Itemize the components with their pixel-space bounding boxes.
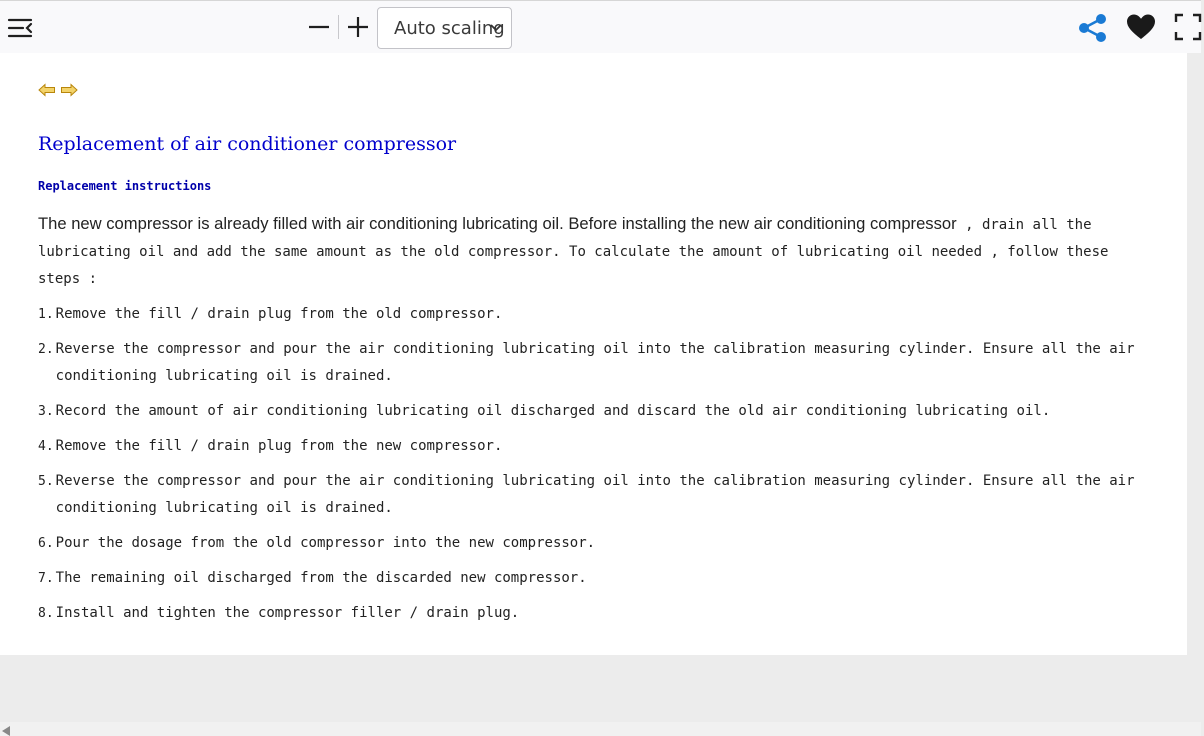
list-item <box>38 468 1138 522</box>
step-text: Remove the fill / drain plug from the new compressor. <box>55 438 503 454</box>
list-item <box>38 433 1138 460</box>
list-item <box>38 301 1138 328</box>
share-icon <box>1078 13 1108 43</box>
page-nav-arrows <box>38 83 78 97</box>
step-number: 2. <box>38 342 54 357</box>
step-number: 4. <box>38 439 54 454</box>
list-item <box>38 530 1138 557</box>
scroll-left-arrow-icon[interactable] <box>2 726 10 736</box>
step-number: 3. <box>38 404 54 419</box>
heart-icon <box>1126 13 1156 41</box>
sidebar-toggle-icon <box>7 17 33 39</box>
list-item <box>38 600 1138 627</box>
zoom-in-button[interactable] <box>342 12 374 42</box>
zoom-scale-select[interactable] <box>377 7 512 49</box>
step-number: 1. <box>38 307 54 322</box>
step-text: Install and tighten the compressor filler / drain plug. <box>55 605 520 621</box>
list-item <box>38 336 1138 390</box>
intro-paragraph <box>38 210 1138 293</box>
minus-icon <box>308 16 330 38</box>
toolbar <box>0 0 1201 53</box>
zoom-scale-value: Auto scaling <box>394 17 505 39</box>
document-subtitle: Replacement instructions <box>38 179 212 193</box>
share-button[interactable] <box>1076 11 1110 45</box>
vertical-scrollbar[interactable] <box>1187 53 1201 722</box>
back-arrow-icon[interactable] <box>38 83 56 97</box>
step-text: The remaining oil discharged from the discarded new compressor. <box>55 570 587 586</box>
step-number: 8. <box>38 606 54 621</box>
step-number: 7. <box>38 571 54 586</box>
step-number: 5. <box>38 474 54 489</box>
step-text: Reverse the compressor and pour the air conditioning lubricating oil into the calibration measuring cylinder. Ensure all the air conditioning lubricating oil is drained. <box>55 473 1135 516</box>
favorite-button[interactable] <box>1124 10 1158 44</box>
fullscreen-button[interactable] <box>1172 11 1204 43</box>
zoom-out-button[interactable] <box>304 12 334 42</box>
step-text: Reverse the compressor and pour the air conditioning lubricating oil into the calibration measuring cylinder. Ensure all the air conditioning lubricating oil is drained. <box>55 341 1135 384</box>
chevron-down-icon <box>489 21 503 35</box>
step-number: 6. <box>38 536 54 551</box>
step-text: Pour the dosage from the old compressor into the new compressor. <box>55 535 596 551</box>
intro-rest: , drain all the lubricating oil and add the same amount as the old compressor. To calculate the amount of lubricating oil needed , follow these steps : <box>38 217 1109 287</box>
horizontal-scrollbar[interactable] <box>0 722 1201 736</box>
forward-arrow-icon[interactable] <box>60 83 78 97</box>
plus-icon <box>347 16 369 38</box>
steps-list <box>38 301 1138 635</box>
step-text: Record the amount of air conditioning lubricating oil discharged and discard the old air conditioning lubricating oil. <box>55 403 1051 419</box>
intro-lead: The new compressor is already filled with air conditioning lubricating oil. Before installing the new air conditioning compressor <box>38 214 957 233</box>
document-page <box>0 53 1187 655</box>
step-text: Remove the fill / drain plug from the old compressor. <box>55 306 503 322</box>
sidebar-toggle-button[interactable] <box>4 13 36 43</box>
document-title: Replacement of air conditioner compressor <box>38 133 457 155</box>
fullscreen-icon <box>1174 13 1202 41</box>
list-item <box>38 398 1138 425</box>
toolbar-separator <box>338 15 339 39</box>
list-item <box>38 565 1138 592</box>
